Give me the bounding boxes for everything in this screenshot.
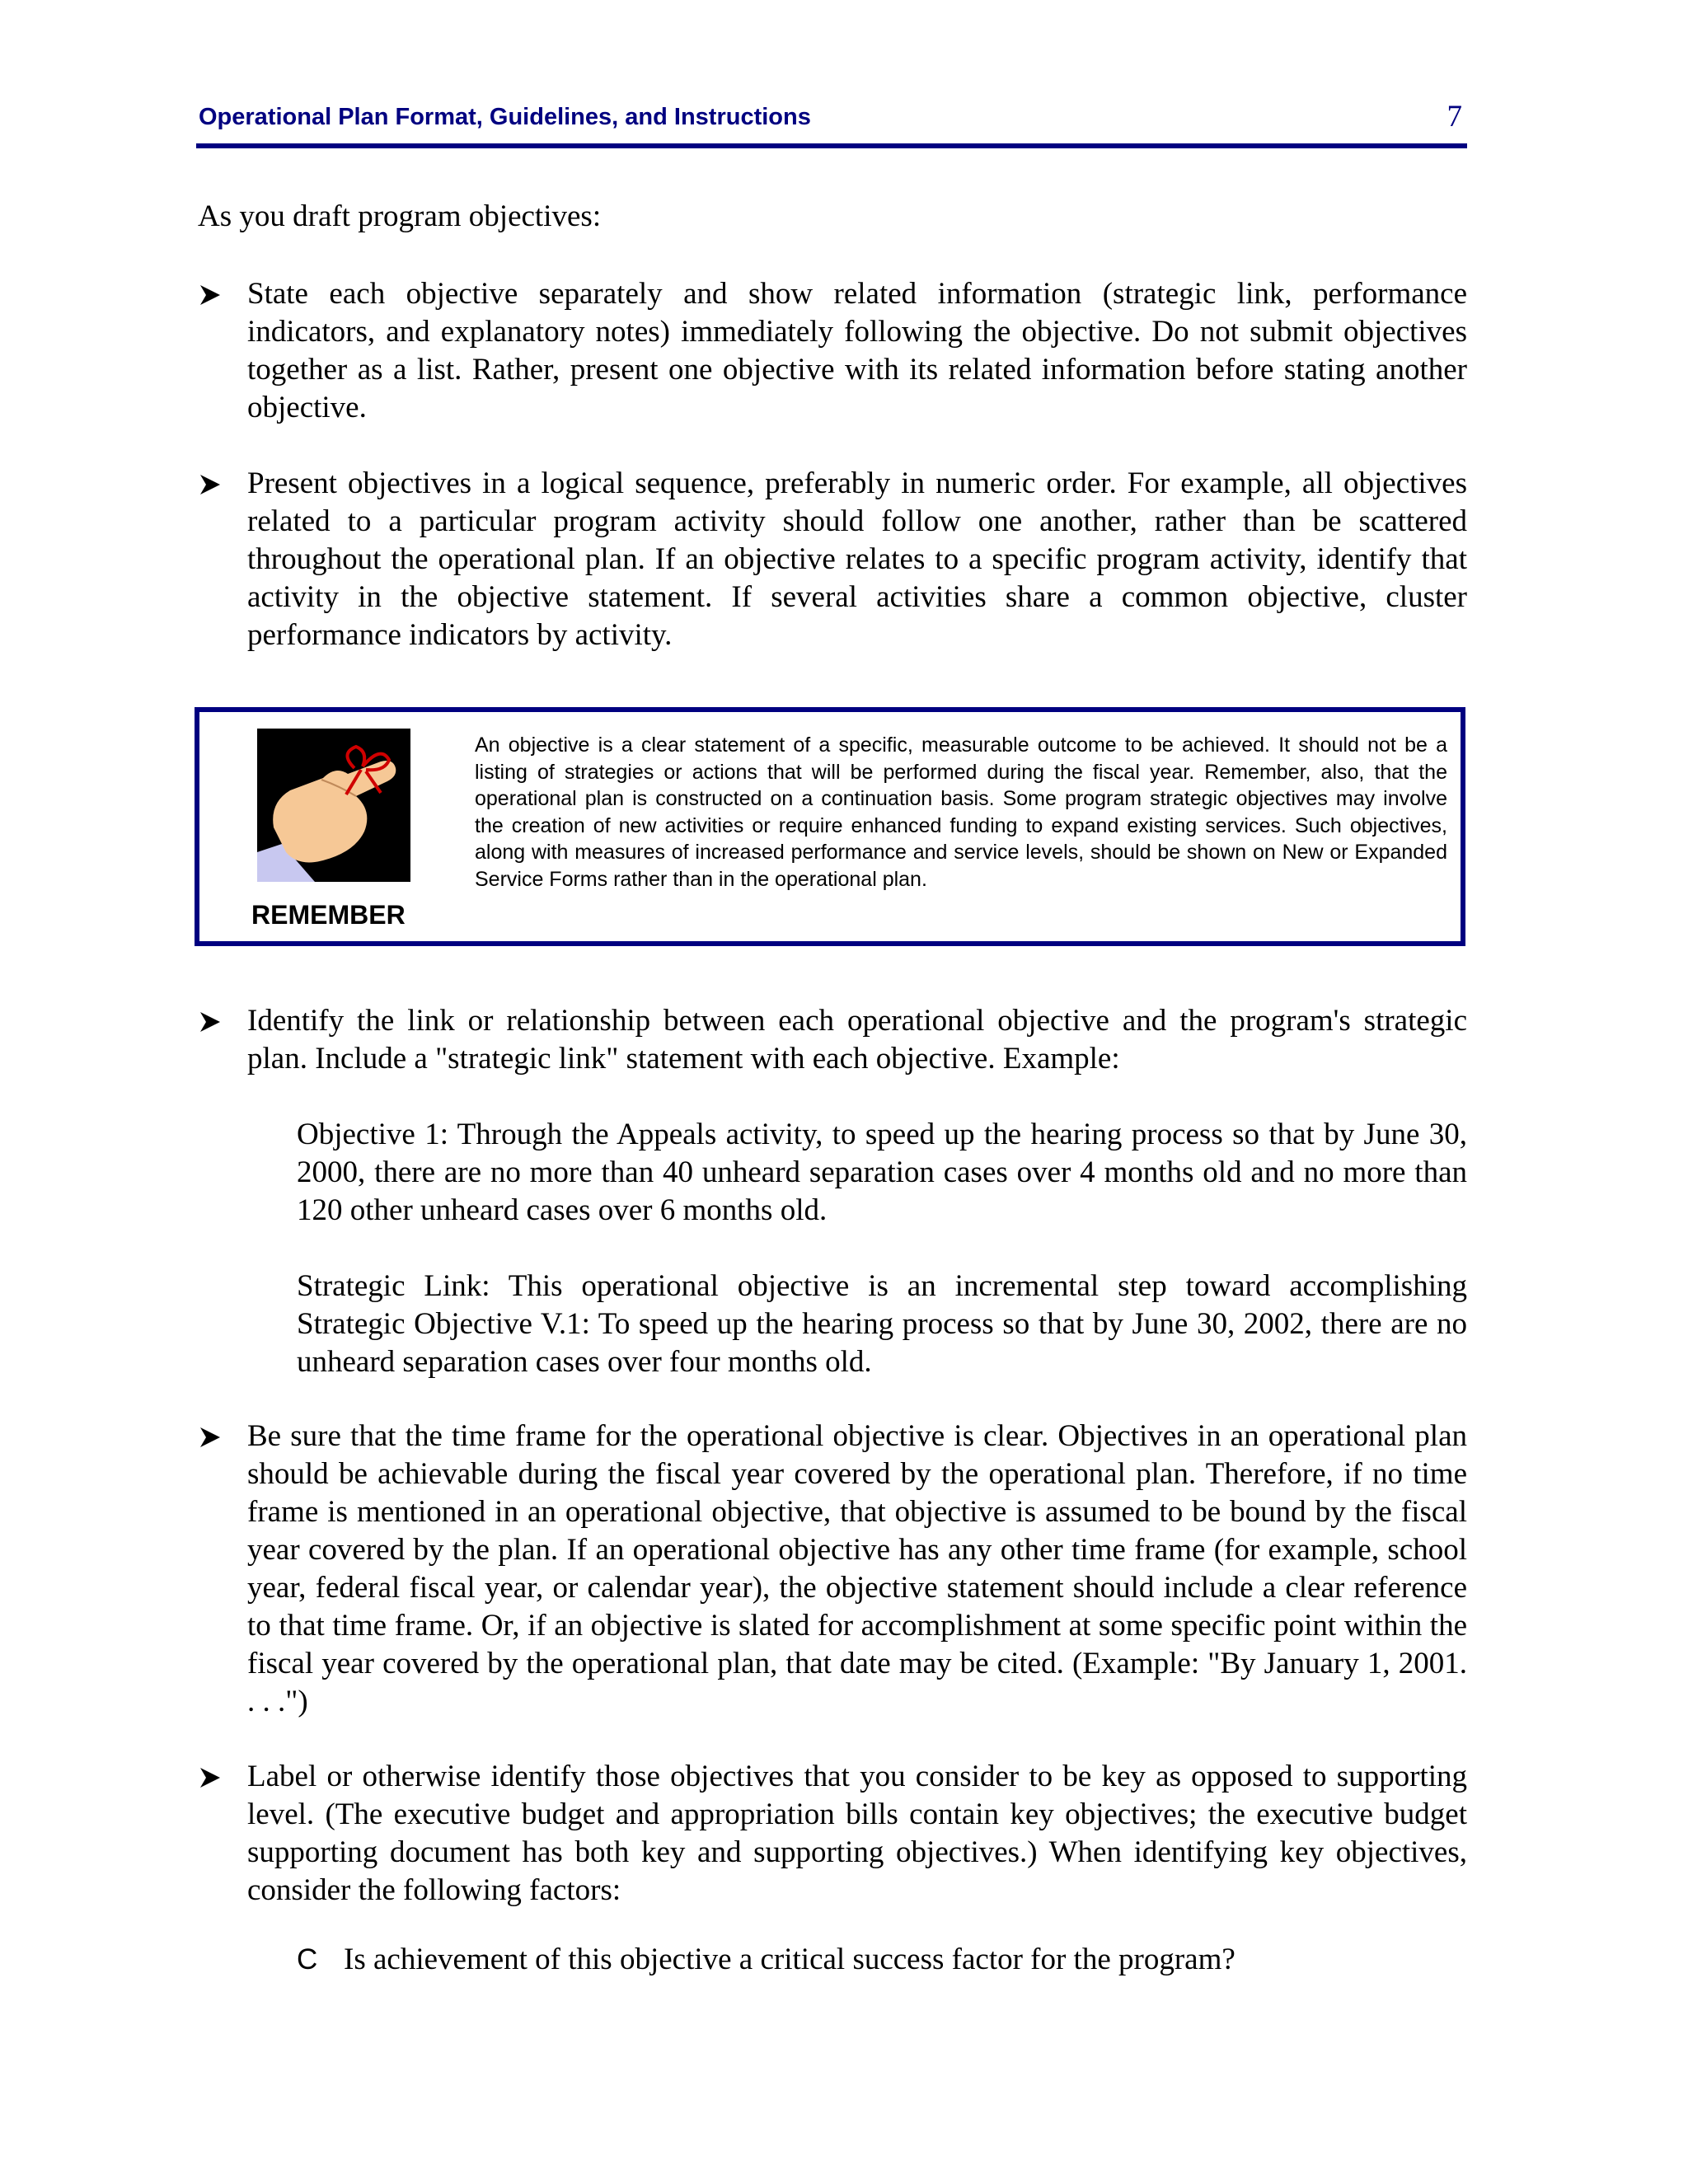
finger-with-string-icon — [257, 729, 410, 882]
page-number: 7 — [1447, 100, 1462, 134]
example-objective-text: Objective 1: Through the Appeals activity, to speed up the hearing process so that by June 30, 2000, there are no more than 40 unheard separation cases over 4 months old and no more than 120 other unheard cases over 6 months old. — [297, 1118, 1467, 1227]
example-strategic-link-text: Strategic Link: This operational objective is an incremental step toward accomplishing Strategic Objective V.1: To speed up the hearing process so that by June 30, 2002, there are no unheard separation cases over four months old. — [297, 1269, 1467, 1379]
header-title: Operational Plan Format, Guidelines, and Instructions — [199, 104, 811, 130]
bullet-text: Label or otherwise identify those objectives that you consider to be key as opposed to supporting level. (The executive budget and appropriation bills contain key objectives; the executive budget supporting document has both key and supporting objectives.) When identifying key objectives, consider the following factors: — [247, 1760, 1467, 1907]
arrow-bullet-icon — [198, 1765, 223, 1790]
arrow-bullet-icon — [198, 1010, 223, 1034]
remember-label: REMEMBER — [251, 900, 406, 930]
bullet-text: Identify the link or relationship between each operational objective and the program's strategic plan. Include a "strategic link" statement with each objective. Example: — [247, 1004, 1467, 1076]
factor-text: Is achievement of this objective a critical success factor for the program? — [344, 1943, 1236, 1976]
finger-string-reminder-image — [257, 729, 410, 882]
intro-text: As you draft program objectives: — [198, 199, 602, 233]
factor-marker: C — [297, 1943, 318, 1975]
bullet-text: State each objective separately and show related information (strategic link, performance indicators, and explanatory notes) immediately following the objective. Do not submit objectives together as a list. Rather, present one objective with its related information before stating another objective. — [247, 277, 1467, 424]
arrow-bullet-icon — [198, 472, 223, 497]
arrow-bullet-icon — [198, 283, 223, 307]
bullet-text: Be sure that the time frame for the operational objective is clear. Objectives in an operational plan should be achievable during the fiscal year covered by the operational plan. Therefore, if no time frame is mentioned in an operational objective, that objective is assumed to be bound by the fiscal year covered by the plan. If an operational objective has any other time frame (for example, school year, federal fiscal year, or calendar year), the objective statement should include a clear reference to that time frame. Or, if an objective is slated for accomplishment at some specific point within the fiscal year covered by the operational plan, that date may be cited. (Example: "By January 1, 2001. . . .") — [247, 1419, 1467, 1718]
bullet-text: Present objectives in a logical sequence, preferably in numeric order. For example, all objectives related to a particular program activity should follow one another, rather than be scattered throughout the operational plan. If an objective relates to a specific program activity, identify that activity in the objective statement. If several activities share a common objective, cluster performance indicators by activity. — [247, 466, 1467, 652]
page-header — [196, 97, 1467, 148]
arrow-bullet-icon — [198, 1425, 223, 1450]
remember-callout-box — [195, 707, 1465, 946]
remember-text: An objective is a clear statement of a specific, measurable outcome to be achieved. It should not be a listing of strategies or actions that will be performed during the fiscal year. Remember, also, that the operational plan is constructed on a continuation basis. Some program strategic objectives may involve the creation of new activities or require enhanced funding to expand existing services. Such objectives, along with measures of increased performance and service levels, should be shown on New or Expanded Service Forms rather than in the operational plan. — [475, 733, 1447, 891]
